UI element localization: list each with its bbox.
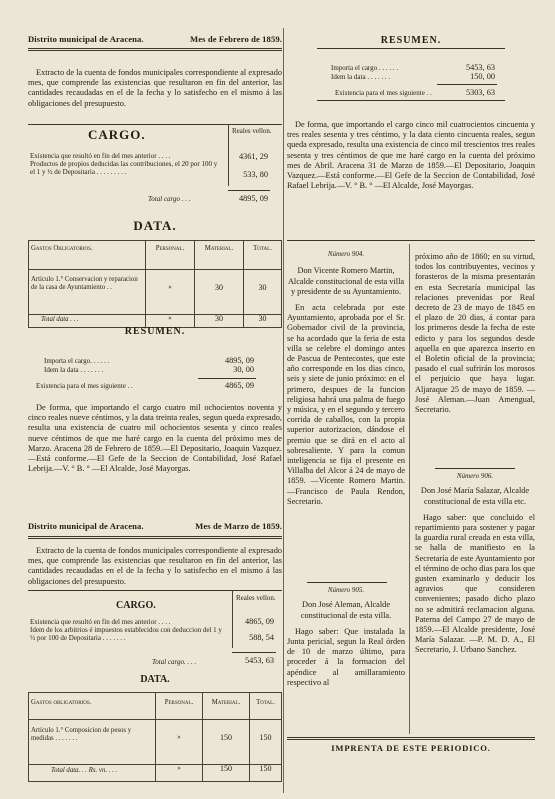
- cargo-row: Existencia que resultó en fin del mes anterior . . . .: [30, 618, 171, 626]
- rule: [228, 190, 270, 191]
- table-header-row: [29, 241, 282, 270]
- notice-906: [415, 472, 535, 656]
- resumen-label: Importa el cargo . . . . . .: [331, 64, 399, 72]
- resumen-title: RESUMEN.: [380, 35, 442, 46]
- table-cell: 150: [203, 765, 250, 782]
- notice-number: Número 904.: [327, 250, 365, 258]
- table-cell: Artículo 1.° Composicion de pesos y medidas . . . . . . .: [29, 720, 156, 765]
- table-header: Total.: [250, 693, 282, 720]
- notice-904: [287, 244, 405, 507]
- notice-body: Hago saber: que concluido el repartimiento para sostener y pagar la guardia rural creada en esta villa, se halla de manifiesto en la Secretaría de este Ayuntamiento por el término de ocho dias para los que gusten examinarlo y deducir los agravios que consideren convenientes; pasado dicho plazo no se admitirá reclamacion alguna. Paterna del Campo 27 de mayo de 1859.—El Alcalde presidente, José María Salazar. —P. M. D. A., El Secretario, J. Urbano Sanchez.: [415, 512, 535, 655]
- notice-heading: Don Vicente Romero Martin, Alcalde constitucional de esta villa y presidente de su Ayuntamiento.: [287, 266, 405, 296]
- table-cell: »: [146, 315, 195, 328]
- statement-paragraph: De forma, que importando el cargo cinco mil cuatrocientos cincuenta y tres reales sesenta y tres céntimo, y la data ciento cincuenta reales, segun queda expresado, resulta una existencia de cinco mil trescientos tres reales sesenta y tres céntimos de que me haré cargo en la cuenta del próximo mes de Abril. Aracena 31 de Marzo de 1859.—El Depositario, Joaquin Vazquez.—Está conforme.—El Gefe de la Seccion de Contabilidad, José Rafael Lebrija.—V. ° B. ° —El Alcalde, José Mayorgas.: [287, 120, 535, 191]
- district-label: Distrito municipal de Aracena.: [28, 34, 144, 44]
- table-cell: 150: [203, 720, 250, 765]
- cargo-value: 4361, 29: [238, 152, 268, 161]
- cargo-col-head: Reales vellon.: [236, 594, 276, 602]
- data-table: [28, 240, 282, 328]
- rule: [232, 652, 276, 653]
- rule: [317, 100, 505, 101]
- resumen-label: Importa el cargo. . . . . .: [44, 357, 110, 365]
- resumen-label: Existencia para el mes siguiente . .: [36, 382, 133, 390]
- resumen-value: 5303, 63: [465, 88, 495, 97]
- header-february: [28, 34, 282, 44]
- cargo-value: 588, 54: [249, 633, 274, 642]
- table-cell: 30: [195, 270, 244, 315]
- resumen-title: RESUMEN.: [124, 326, 186, 337]
- table-cell: »: [156, 765, 203, 782]
- notice-number: Número 906.: [456, 472, 494, 480]
- statement-paragraph: De forma, que importando el cargo cuatro mil ochocientos noventa y cinco reales nueve céntimos, y la data treinta reales, segun queda expresado, resulta una existencia de cuatro mil ochocientos sesenta y cinco reales nueve céntimos de que me haré cargo en la cuenta del próximo mes de Marzo. Aracena 28 de Febrero de 1859.—El Depositario, Joaquin Vazquez.—Está conforme.—El Gefe de la Seccion de Contabilidad, José Rafael Lebrija.—V. ° B. ° —El Alcalde, José Mayorgas.: [28, 403, 282, 474]
- table-row: [29, 720, 282, 765]
- table-header: Material.: [203, 693, 250, 720]
- cargo-value: 4865, 09: [244, 617, 274, 626]
- extract-paragraph: Extracto de la cuenta de fondos municipales correspondiente al expresado mes, que comprende las existencias que resultaron en fin del anterior, las cantidades recaudadas en el de la fecha y lo satisfecho en el mismo á las obligaciones del presupuesto.: [28, 68, 282, 108]
- data-title: DATA.: [133, 218, 177, 233]
- table-header: Material.: [195, 241, 244, 270]
- resumen-value: 4895, 09: [224, 356, 254, 365]
- rule: [307, 582, 387, 583]
- resumen-value: 5453, 63: [465, 63, 495, 72]
- cargo-total-label: Total cargo. . . .: [152, 658, 197, 666]
- resumen-value: 150, 00: [470, 72, 495, 81]
- notice-body: Hago saber: Que instalada la Junta pericial, segun la Real órden de 10 de marzo último, para proceder á la formacion del apéndice al amillaramiento respectivo al: [287, 626, 405, 687]
- cargo-value: 533, 80: [243, 170, 268, 179]
- table-cell: 150: [250, 765, 282, 782]
- resumen-value: 4865, 09: [224, 381, 254, 390]
- cargo-total: 5453, 63: [244, 656, 274, 665]
- cargo-row: Idem de los arbitrios é impuestos establecidos con deduccion del 1 y ½ por 100 de Depositaria . . . . . . .: [30, 626, 222, 643]
- rule: [287, 240, 535, 241]
- month-label: Mes de Febrero de 1859.: [190, 34, 282, 44]
- notice-body: En acta celebrada por este Ayuntamiento, aprobada por el Sr. Gobernador civil de la provincia, se ha acordado que la feria de esta villa se celebre el domingo antes de Pascua de Pentecostes, que este año corresponde en los dias cinco, seis y siete de junio próximo: en el primero, despues de la funcion religiosa habrá una palma de fuego y música, y en el segundo y tercero corrida de caballos, con la propia superior autorizacion, dándose el premio que se dirá en el acto al sobresaliente. Y para la comun inteligencia se fija el presente en Villalba del Alcor á 24 de mayo de 1859. —Vicente Romero Martin. —Francisco de Paula Rendon, Secretario.: [287, 303, 405, 506]
- table-cell: 30: [244, 315, 282, 328]
- table-cell: 30: [195, 315, 244, 328]
- rule: [435, 468, 515, 469]
- column-divider: [283, 28, 284, 793]
- rule: [28, 590, 282, 591]
- cargo-row: Existencia que resultó en fin del mes anterior . . . .: [30, 152, 171, 160]
- data-table: [28, 692, 282, 782]
- notice-heading: Don José Aleman, Alcalde constitucional de esta villa.: [300, 600, 392, 620]
- table-cell: »: [146, 270, 195, 315]
- rule: [317, 48, 505, 49]
- rule: [28, 48, 282, 51]
- cargo-col-head: Reales vellon.: [232, 127, 272, 135]
- rule: [437, 84, 497, 85]
- table-header-row: [29, 693, 282, 720]
- table-header: Total.: [244, 241, 282, 270]
- resumen-label: Existencia para el mes siguiente . .: [335, 89, 432, 97]
- rule: [28, 536, 282, 539]
- rule: [287, 737, 535, 740]
- table-total-row: [29, 765, 282, 782]
- cargo-row: Productos de propios deducidas las contribuciones, el 20 por 100 y el 1 y ½ de Depositaria . . . . . . . . .: [30, 160, 218, 177]
- cargo-total-label: Total cargo . . .: [148, 195, 191, 203]
- resumen-value: 30, 00: [233, 365, 254, 374]
- table-cell: 150: [250, 720, 282, 765]
- table-cell: 30: [244, 270, 282, 315]
- rule: [28, 124, 282, 125]
- month-label: Mes de Marzo de 1859.: [195, 521, 282, 531]
- table-cell: »: [156, 720, 203, 765]
- cargo-title: CARGO.: [116, 600, 156, 611]
- header-march: [28, 521, 282, 531]
- notice-heading: Don José María Salazar, Alcalde constitucional de esta villa etc.: [420, 486, 530, 506]
- subcolumn-divider: [409, 244, 410, 734]
- table-header: Gastos Obligatorios.: [29, 241, 146, 270]
- table-header: Personal.: [146, 241, 195, 270]
- cargo-total: 4895, 09: [238, 194, 268, 203]
- table-cell: Total data. . . Rs. vn. . . .: [29, 765, 156, 782]
- cargo-title: CARGO.: [88, 127, 146, 142]
- extract-paragraph: Extracto de la cuenta de fondos municipales correspondiente al expresado mes, que comprende las existencias que resultaron en fin del anterior, las cantidades recaudadas en el de la fecha y lo satisfecho en el mismo á las obligaciones del presupuesto.: [28, 546, 282, 586]
- notice-905: [287, 586, 405, 688]
- table-cell: Total data . . .: [29, 315, 146, 328]
- data-title: DATA.: [140, 674, 170, 685]
- table-row: [29, 270, 282, 315]
- table-cell: Artículo 1.° Conservacion y reparacion de la casa de Ayuntamiento . .: [29, 270, 146, 315]
- resumen-label: Idem la data . . . . . . .: [44, 366, 104, 374]
- notice-continuation: próximo año de 1860; en su virtud, todos los contribuyentes, vecinos y forasteros de la misma presentarán en esta Secretaría municipal las relaciones prevenidas por Real decreto de 23 de mayo de 1845 en el plazo de 20 dias, á contar para los primeros desde la fecha de este edicto y para los segundos desde aquella en que aparezca inserto en el Boletin oficial de la provincia; pasado el cual sufrirán los morosos el perjuicio que haya lugar. Aljaraque 25 de mayo de 1859. —José Aleman.—Juan Amengual, Secretario.: [415, 252, 535, 415]
- table-header: Personal.: [156, 693, 203, 720]
- resumen-label: Idem la data . . . . . . .: [331, 73, 391, 81]
- district-label: Distrito municipal de Aracena.: [28, 521, 144, 531]
- table-header: Gastos obligatorios.: [29, 693, 156, 720]
- printer-imprint: IMPRENTA DE ESTE PERIODICO.: [331, 743, 491, 753]
- rule: [198, 378, 256, 379]
- notice-number: Número 905.: [327, 586, 365, 594]
